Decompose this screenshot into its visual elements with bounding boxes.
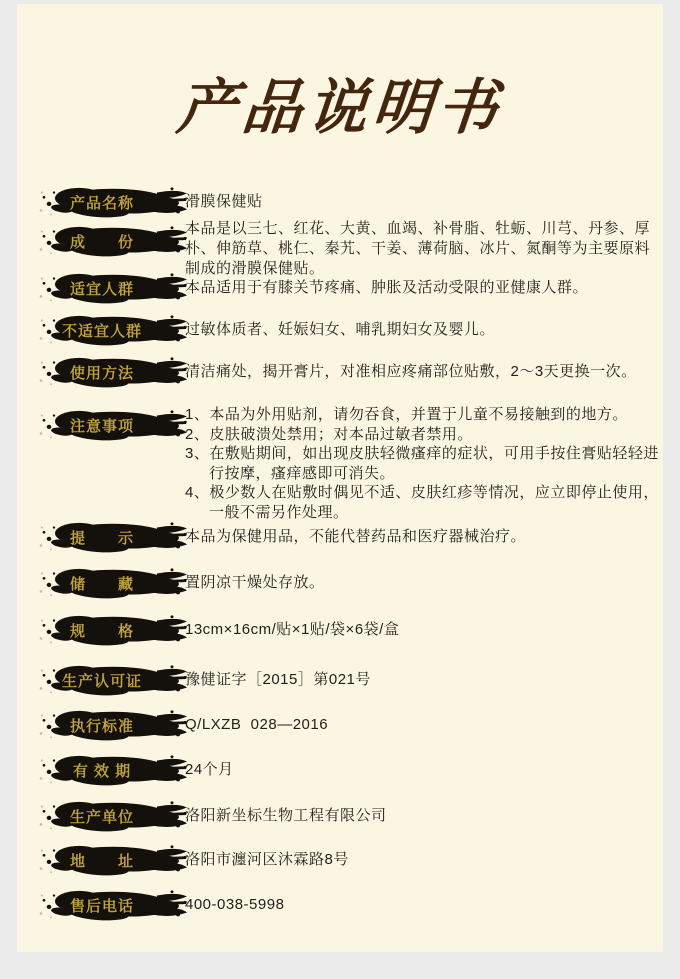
- standard-label-badge: [39, 708, 189, 742]
- precautions-list: [185, 405, 661, 522]
- precaution-item: 3、在敷贴期间，如出现皮肤轻微瘙痒的症状，可用手按住膏贴轻轻进行按摩，瘙痒感即可消失。: [185, 445, 659, 482]
- section-label: 储 藏: [69, 575, 134, 593]
- row-precautions: [17, 406, 663, 521]
- section-label: 产品名称: [69, 194, 134, 212]
- address-label-badge: [39, 843, 189, 877]
- row-address: [17, 843, 663, 883]
- precautions-label-badge: [39, 408, 189, 442]
- section-label: 规 格: [69, 622, 134, 640]
- tips-label-badge: [39, 520, 189, 554]
- precaution-item: 2、皮肤破溃处禁用；对本品过敏者禁用。: [185, 425, 473, 443]
- ingredients-value: 本品是以三七、红花、大黄、血竭、补骨脂、牡蛎、川芎、丹参、厚朴、伸筋草、桃仁、秦艽、干姜、薄荷脑、冰片、氮酮等为主要原料制成的滑膜保健贴。: [185, 220, 651, 277]
- row-manufacturer: [17, 799, 663, 839]
- precaution-item: 1、本品为外用贴剂，请勿吞食，并置于儿童不易接触到的地方。: [185, 406, 628, 423]
- usage-method-label-badge: [39, 355, 189, 389]
- section-label: 提 示: [69, 529, 134, 547]
- page-title: 产品说明书: [174, 73, 506, 143]
- unsuitable-group-label-badge: [39, 313, 189, 347]
- service-hotline-label-badge: [39, 888, 189, 922]
- address-value: 洛阳市瀍河区沐霖路8号: [185, 851, 349, 868]
- row-tips: [17, 520, 663, 560]
- section-label: 使用方法: [69, 364, 134, 382]
- storage-value: 置阴凉干燥处存放。: [185, 574, 325, 591]
- specification-value: 13cm×16cm/贴×1贴/袋×6袋/盒: [185, 621, 400, 638]
- section-label: 成 份: [69, 233, 134, 251]
- standard-value: Q/LXZB 028—2016: [185, 716, 329, 733]
- row-ingredients: [17, 220, 663, 277]
- section-label: 适宜人群: [69, 280, 134, 298]
- manufacturer-value: 洛阳新坐标生物工程有限公司: [185, 807, 387, 824]
- product-name-label-badge: [39, 185, 189, 219]
- validity-period-value: 24个月: [185, 761, 234, 778]
- production-license-value: 豫健证字［2015］第021号: [185, 671, 371, 688]
- production-license-label-badge: [39, 663, 189, 697]
- row-validity-period: [17, 753, 663, 793]
- row-specification: [17, 613, 663, 653]
- row-suitable-group: [17, 271, 663, 311]
- section-label: 有 效 期: [72, 762, 132, 780]
- row-standard: [17, 708, 663, 748]
- suitable-group-value: 本品适用于有膝关节疼痛、肿胀及活动受限的亚健康人群。: [185, 279, 589, 296]
- section-label: 执行标准: [69, 717, 134, 735]
- row-unsuitable-group: [17, 313, 663, 353]
- ingredients-label-badge: [39, 224, 189, 258]
- section-label: 生产认可证: [61, 672, 142, 690]
- section-label: 注意事项: [69, 417, 134, 435]
- service-hotline-value: 400-038-5998: [185, 896, 285, 913]
- precaution-item: 4、极少数人在贴敷时偶见不适、皮肤红疹等情况，应立即停止使用，一般不需另作处理。: [185, 484, 659, 521]
- section-label: 地 址: [69, 852, 134, 870]
- product-name-value: 滑膜保健贴: [185, 193, 263, 210]
- row-production-license: [17, 663, 663, 703]
- storage-label-badge: [39, 566, 189, 600]
- specification-label-badge: [39, 613, 189, 647]
- validity-period-label-badge: [39, 753, 189, 787]
- section-label: 售后电话: [69, 897, 134, 915]
- row-usage-method: [17, 355, 663, 395]
- manufacturer-label-badge: [39, 799, 189, 833]
- row-storage: [17, 566, 663, 606]
- instruction-sheet: [17, 4, 663, 952]
- section-label: 不适宜人群: [61, 322, 142, 340]
- usage-method-value: 清洁痛处，揭开膏片，对准相应疼痛部位贴敷，2～3天更换一次。: [185, 363, 637, 380]
- section-label: 生产单位: [69, 808, 134, 826]
- row-service-hotline: [17, 888, 663, 928]
- unsuitable-group-value: 过敏体质者、妊娠妇女、哺乳期妇女及婴儿。: [185, 321, 496, 338]
- suitable-group-label-badge: [39, 271, 189, 305]
- tips-value: 本品为保健用品，不能代替药品和医疗器械治疗。: [185, 528, 527, 545]
